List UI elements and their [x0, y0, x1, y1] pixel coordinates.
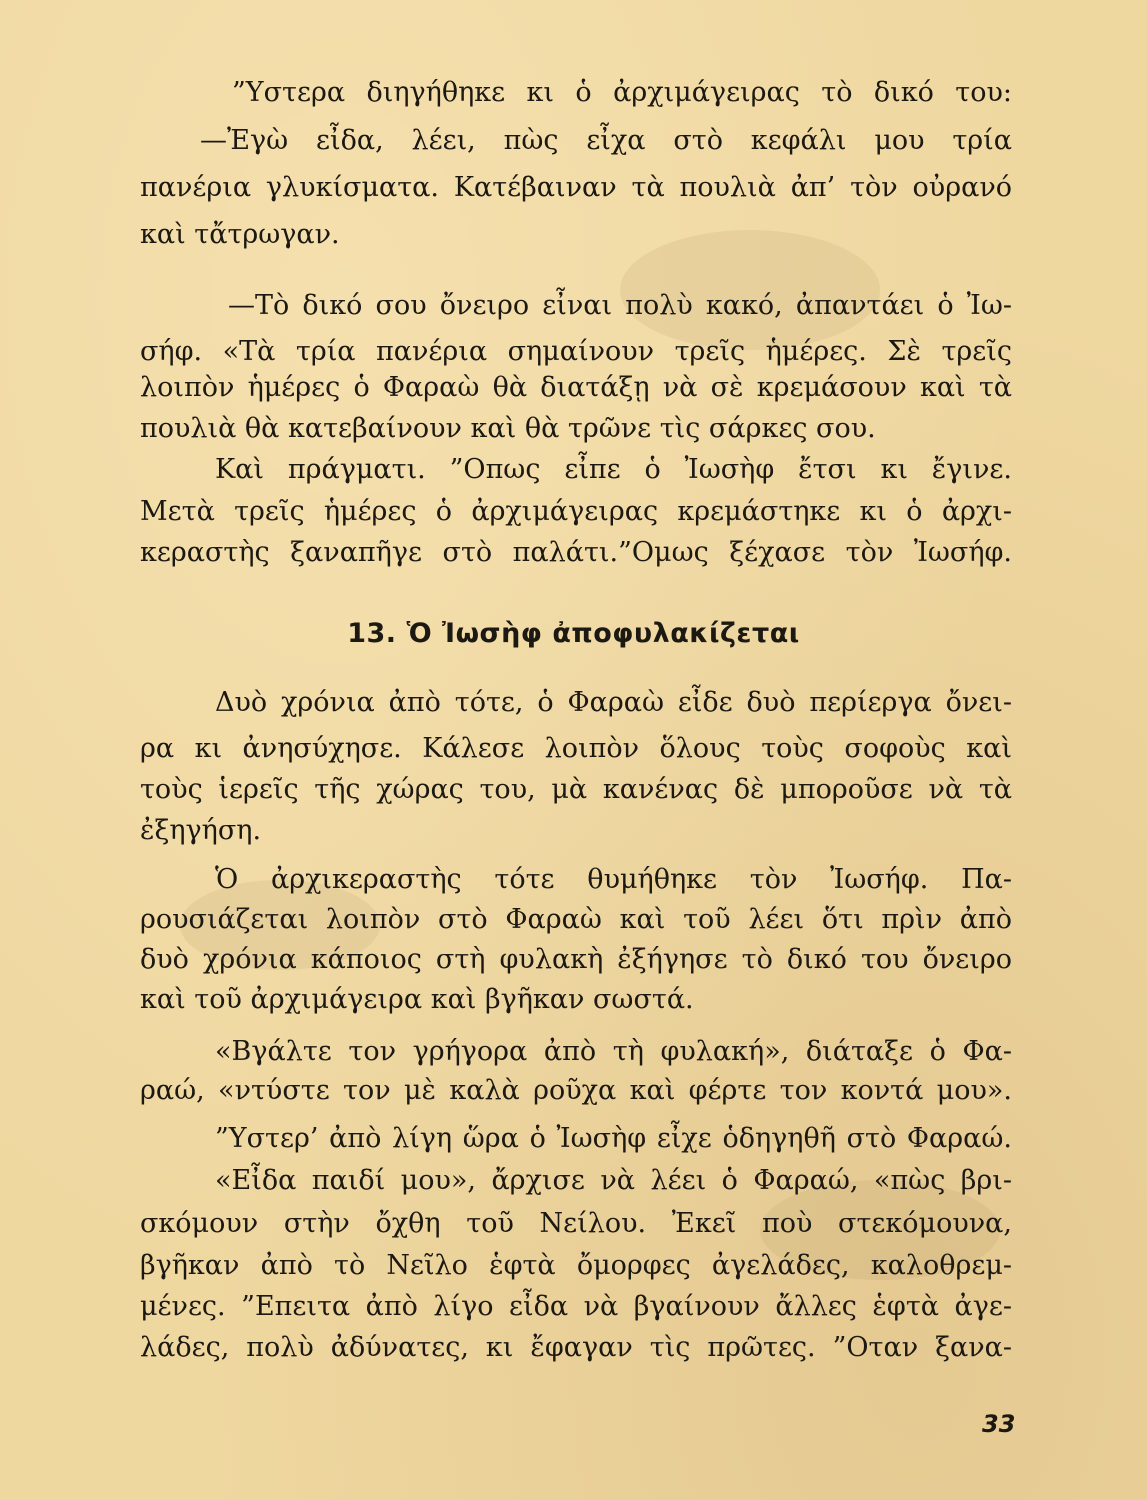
text-line: Μετὰ τρεῖς ἡμέρες ὁ ἀρχιμάγειρας κρεμάστηκε κι ὁ ἀρχι- — [140, 496, 1012, 527]
text-line: κεραστὴς ξαναπῆγε στὸ παλάτι.”Ομως ξέχασε τὸν Ἰωσήφ. — [140, 537, 1012, 568]
text-line: πανέρια γλυκίσματα. Κατέβαιναν τὰ πουλιὰ ἀπ’ τὸν οὐρανό — [140, 172, 1012, 203]
text-line: Δυὸ χρόνια ἀπὸ τότε, ὁ Φαραὼ εἶδε δυὸ περίεργα ὄνει- — [215, 687, 1012, 718]
page-number: 33 — [982, 1410, 1016, 1438]
text-line: ρα κι ἀνησύχησε. Κάλεσε λοιπὸν ὅλους τοὺς σοφοὺς καὶ — [140, 733, 1012, 764]
text-line: ”Υστερ’ ἀπὸ λίγη ὥρα ὁ Ἰωσὴφ εἶχε ὁδηγηθῆ στὸ Φαραώ. — [215, 1123, 1012, 1154]
text-line: λοιπὸν ἡμέρες ὁ Φαραὼ θὰ διατάξῃ νὰ σὲ κρεμάσουν καὶ τὰ — [140, 372, 1012, 403]
text-line: —Τὸ δικό σου ὄνειρο εἶναι πολὺ κακό, ἀπαντάει ὁ Ἰω- — [228, 290, 1012, 321]
text-line: βγῆκαν ἀπὸ τὸ Νεῖλο ἑφτὰ ὄμορφες ἀγελάδες, καλοθρεμ- — [140, 1250, 1012, 1281]
text-line: ἐξηγήση. — [140, 815, 262, 846]
text-line: «Εἶδα παιδί μου», ἄρχισε νὰ λέει ὁ Φαραώ, «πὼς βρι- — [215, 1165, 1012, 1196]
text-line: δυὸ χρόνια κάποιος στὴ φυλακὴ ἐξήγησε τὸ δικό του ὄνειρο — [140, 944, 1012, 975]
text-line: ρουσιάζεται λοιπὸν στὸ Φαραὼ καὶ τοῦ λέει ὅτι πρὶν ἀπὸ — [140, 904, 1012, 935]
text-line: ”Υστερα διηγήθηκε κι ὁ ἀρχιμάγειρας τὸ δικό του: — [232, 77, 1012, 108]
text-line: πουλιὰ θὰ κατεβαίνουν καὶ θὰ τρῶνε τὶς σάρκες σου. — [140, 413, 876, 444]
text-line: καὶ τοῦ ἀρχιμάγειρα καὶ βγῆκαν σωστά. — [140, 984, 694, 1015]
text-line: τοὺς ἱερεῖς τῆς χώρας του, μὰ κανένας δὲ μποροῦσε νὰ τὰ — [140, 774, 1012, 805]
text-line: καὶ τἄτρωγαν. — [140, 219, 340, 250]
text-line: ραώ, «ντύστε τον μὲ καλὰ ροῦχα καὶ φέρτε τον κοντά μου». — [140, 1075, 1012, 1106]
text-line: Ὁ ἀρχικεραστὴς τότε θυμήθηκε τὸν Ἰωσήφ. Πα- — [215, 864, 1012, 895]
text-line: σήφ. «Τὰ τρία πανέρια σημαίνουν τρεῖς ἡμέρες. Σὲ τρεῖς — [140, 336, 1012, 367]
section-heading: 13. Ὁ Ἰωσὴφ ἀποφυλακίζεται — [347, 618, 800, 649]
text-line: μένες. ”Επειτα ἀπὸ λίγο εἶδα νὰ βγαίνουν ἄλλες ἑφτὰ ἀγε- — [140, 1291, 1012, 1322]
text-line: σκόμουν στὴν ὄχθη τοῦ Νείλου. Ἐκεῖ ποὺ στεκόμουνα, — [140, 1208, 1012, 1239]
text-line: Καὶ πράγματι. ”Οπως εἶπε ὁ Ἰωσὴφ ἔτσι κι ἔγινε. — [215, 454, 1012, 485]
text-line: λάδες, πολὺ ἀδύνατες, κι ἔφαγαν τὶς πρῶτες. ”Οταν ξανα- — [140, 1332, 1012, 1363]
text-line: «Βγάλτε τον γρήγορα ἀπὸ τὴ φυλακή», διάταξε ὁ Φα- — [215, 1036, 1012, 1067]
text-line: —Ἐγὼ εἶδα, λέει, πὼς εἶχα στὸ κεφάλι μου τρία — [200, 125, 1012, 156]
